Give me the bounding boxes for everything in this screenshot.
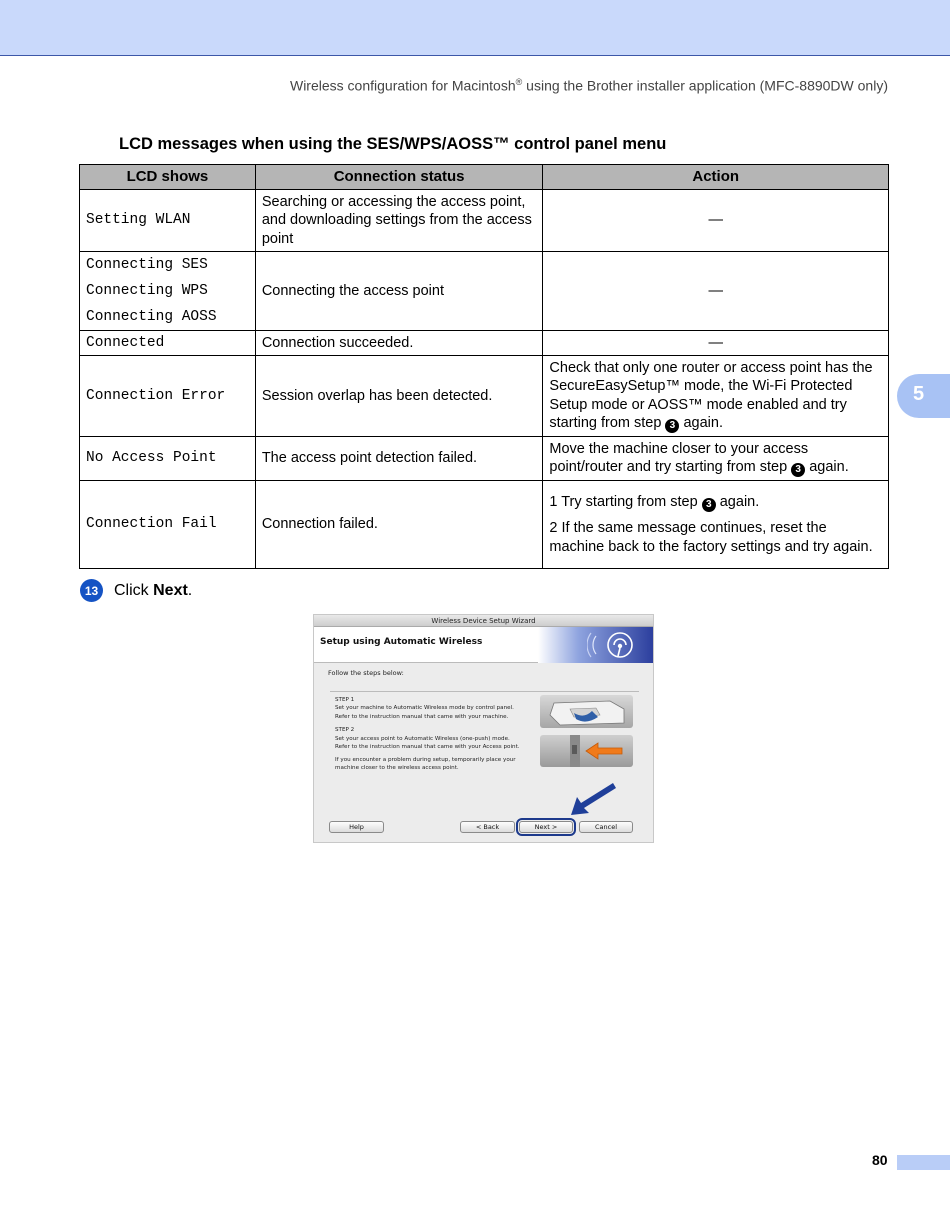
wireless-logo-icon: [587, 630, 639, 660]
instruction-step: [80, 579, 192, 602]
table-row: [80, 190, 889, 252]
table-header-row: [80, 165, 889, 190]
table-row: [80, 481, 889, 569]
step2-line1: Set your access point to Automatic Wireless (one-push) mode.: [335, 735, 510, 742]
table-row: [80, 437, 889, 481]
page-number: 80: [872, 1152, 888, 1168]
status-cell: Connection failed.: [255, 481, 543, 569]
lcd-messages-table: [79, 164, 889, 569]
step-text: Click Next.: [114, 581, 193, 599]
wizard-note: If you encounter a problem during setup, temporarily place your machine closer to the wireless access point.: [335, 757, 516, 771]
action-cell: —: [543, 331, 889, 356]
arrow-left-icon: [540, 735, 633, 767]
wireless-banner: [538, 627, 653, 663]
wizard-divider: [330, 691, 639, 692]
status-cell: Connection succeeded.: [255, 331, 543, 356]
page-tab: [897, 1155, 950, 1170]
status-cell: Session overlap has been detected.: [255, 356, 543, 437]
wizard-steps: [335, 697, 530, 773]
table-row: [80, 331, 889, 356]
step2-line2: Refer to the instruction manual that came with your Access point.: [335, 744, 520, 751]
column-header-lcd: LCD shows: [80, 165, 256, 190]
step-reference-icon: 3: [665, 419, 679, 433]
step-number-badge: 13: [80, 579, 103, 602]
lcd-line: Connecting AOSS: [86, 309, 217, 325]
status-cell: Searching or accessing the access point, and downloading settings from the access point: [255, 190, 543, 252]
back-button[interactable]: < Back: [460, 821, 515, 833]
step-reference-icon: 3: [702, 498, 716, 512]
running-head: Wireless configuration for Macintosh® using the Brother installer application (MFC-8890DW only): [289, 77, 888, 94]
top-band: [0, 0, 950, 56]
action-cell: —: [543, 252, 889, 331]
help-button[interactable]: Help: [329, 821, 384, 833]
step2-label: STEP 2: [335, 727, 355, 734]
action-cell: Move the machine closer to your access point/router and try starting from step 3 again.: [543, 437, 889, 481]
printer-icon: [540, 695, 633, 728]
column-header-status: Connection status: [255, 165, 543, 190]
lcd-cell: Connection Error: [80, 356, 256, 437]
status-cell: The access point detection failed.: [255, 437, 543, 481]
access-point-illustration: [540, 735, 633, 767]
pointer-arrow-icon: [569, 781, 619, 817]
step-reference-icon: 3: [791, 463, 805, 477]
table-row: [80, 356, 889, 437]
lcd-cell: No Access Point: [80, 437, 256, 481]
chapter-tab: [897, 374, 950, 418]
action-cell: [543, 481, 889, 569]
table-row: [80, 252, 889, 331]
chapter-number: 5: [913, 383, 925, 405]
action-cell: Check that only one router or access point has the SecureEasySetup™ mode, the Wi-Fi Protected Setup mode or AOSS™ mode enabled and try starting from step 3 again.: [543, 356, 889, 437]
wizard-heading: Setup using Automatic Wireless: [320, 637, 483, 647]
status-cell: Connecting the access point: [255, 252, 543, 331]
wizard-follow-text: Follow the steps below:: [328, 669, 404, 677]
step1-line1: Set your machine to Automatic Wireless mode by control panel.: [335, 705, 514, 712]
machine-illustration: [540, 695, 633, 728]
cancel-button[interactable]: Cancel: [579, 821, 633, 833]
lcd-cell: Connected: [80, 331, 256, 356]
wizard-screenshot: [313, 614, 654, 843]
lcd-line: Connecting WPS: [86, 283, 208, 299]
lcd-line: Connecting SES: [86, 257, 208, 273]
lcd-cell: Setting WLAN: [80, 190, 256, 252]
wizard-window-title: Wireless Device Setup Wizard: [314, 615, 653, 627]
action-item-2: 2 If the same message continues, reset the machine back to the factory settings and try again.: [549, 520, 873, 555]
lcd-cell: Connection Fail: [80, 481, 256, 569]
step1-line2: Refer to the instruction manual that came with your machine.: [335, 713, 509, 720]
action-cell: —: [543, 190, 889, 252]
action-item-1: 1 Try starting from step 3 again.: [549, 494, 760, 510]
wizard-header: [314, 627, 653, 663]
next-button[interactable]: Next >: [519, 821, 573, 833]
table-title: LCD messages when using the SES/WPS/AOSS™ control panel menu: [119, 135, 667, 153]
step1-label: STEP 1: [335, 697, 355, 703]
column-header-action: Action: [543, 165, 889, 190]
lcd-cell: [80, 252, 256, 331]
